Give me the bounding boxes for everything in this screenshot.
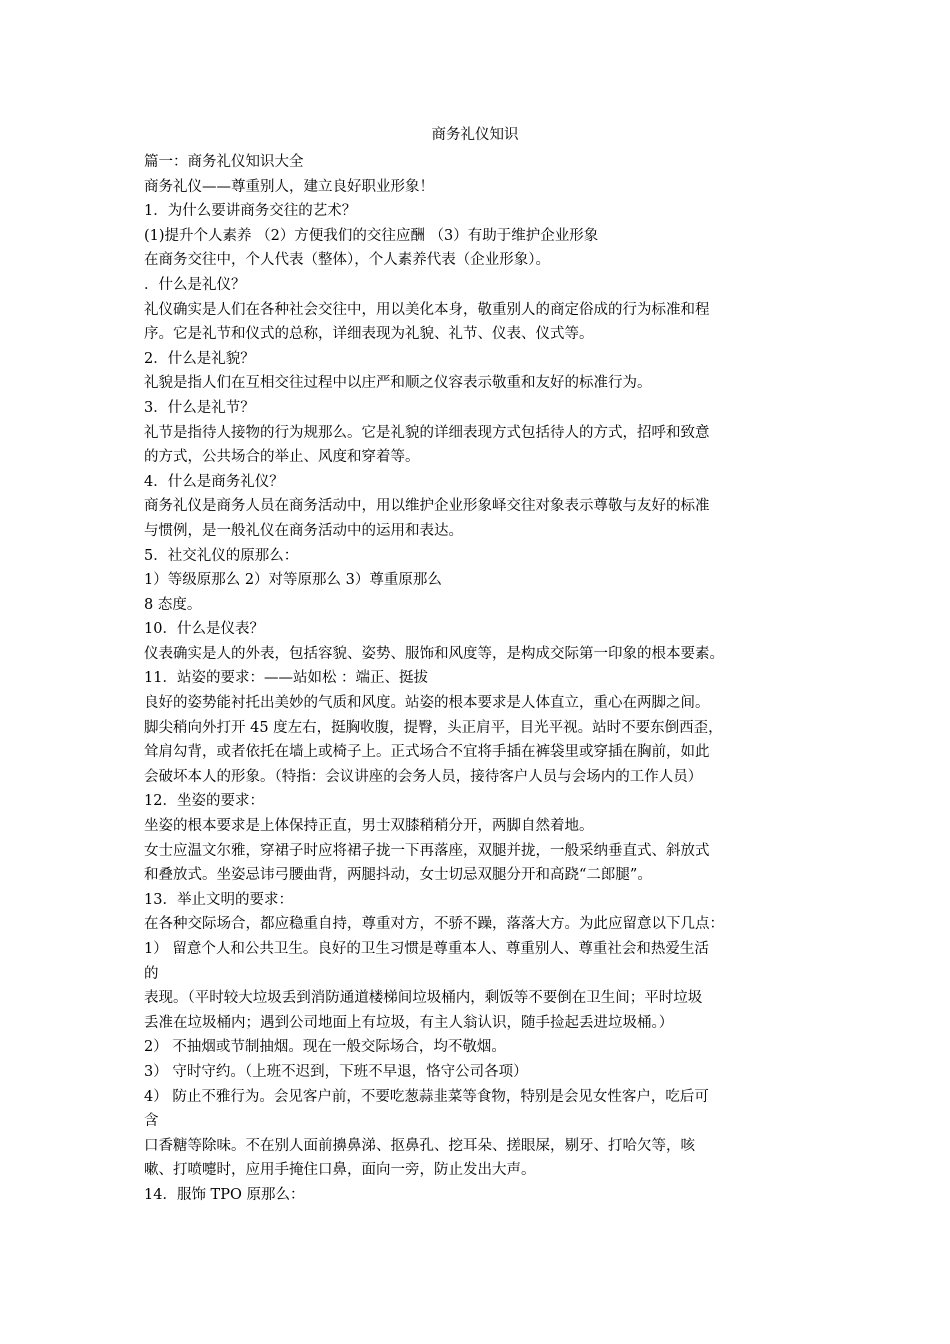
text-line: 1） 留意个人和公共卫生。良好的卫生习惯是尊重本人、尊重别人、尊重社会和热爱生活 [144, 941, 709, 957]
text-line: 脚尖稍向外打开 45 度左右，挺胸收腹，提臀，头正肩平，目光平视。站时不要东倒西歪， [144, 719, 723, 736]
text-line: 1．为什么要讲商务交往的艺术？ [144, 203, 357, 220]
text-line: 含 [144, 1113, 159, 1130]
text-line: 会破坏本人的形象。（特指：会议讲座的会务人员，接待客户人员与会场内的工作人员） [144, 768, 703, 785]
text-line: 商务礼仪——尊重别人，建立良好职业形象！ [144, 178, 434, 195]
text-line: 的方式，公共场合的举止、风度和穿着等。 [144, 449, 420, 466]
text-line: 女士应温文尔雅，穿裙子时应将裙子拢一下再落座，双腿并拢，一般采纳垂直式、斜放式 [144, 842, 710, 859]
text-line: 3．什么是礼节？ [144, 399, 255, 416]
text-line: 2．什么是礼貌？ [144, 350, 255, 367]
text-line: 13．举止文明的要求： [144, 891, 293, 908]
text-line: 与惯例，是一般礼仪在商务活动中的运用和表达。 [144, 522, 463, 539]
text-line: 8 态度。 [144, 596, 202, 613]
text-line: 丢准在垃圾桶内；遇到公司地面上有垃圾，有主人翁认识，随手捡起丢进垃圾桶。） [144, 1014, 674, 1031]
text-line: 和叠放式。坐姿忌讳弓腰曲背，两腿抖动，女士切忌双腿分开和高跷“二郎腿”。 [144, 867, 652, 884]
text-line: 礼貌是指人们在互相交往过程中以庄严和顺之仪容表示敬重和友好的标准行为。 [144, 375, 652, 392]
text-line: 的 [144, 965, 159, 982]
text-line: 5．社交礼仪的原那么： [144, 547, 299, 564]
text-line: 4） 防止不雅行为。会见客户前，不要吃葱蒜韭菜等食物，特别是会见女性客户，吃后可 [144, 1088, 709, 1105]
text-line: 坐姿的根本要求是上体保持正直，男士双膝稍稍分开，两脚自然着地。 [144, 818, 594, 835]
text-line: 3） 守时守约。（上班不迟到，下班不早退，恪守公司各项） [144, 1063, 528, 1080]
text-line: 礼仪确实是人们在各种社会交往中，用以美化本身，敬重别人的商定俗成的行为标准和程 [144, 301, 710, 318]
text-line: 口香糖等除味。不在别人面前擤鼻涕、抠鼻孔、挖耳朵、搓眼屎，剔牙、打哈欠等，咳 [144, 1137, 695, 1154]
text-line: 礼节是指待人接物的行为规那么。它是礼貌的详细表现方式包括待人的方式，招呼和致意 [144, 424, 710, 441]
text-line: 良好的姿势能衬托出美妙的气质和风度。站姿的根本要求是人体直立，重心在两脚之间。 [144, 695, 710, 712]
text-line: 在商务交往中，个人代表（整体），个人素养代表（企业形象）。 [144, 252, 550, 269]
text-line: 篇一：商务礼仪知识大全 [144, 154, 304, 170]
text-line: 2） 不抽烟或节制抽烟。现在一般交际场合，均不敬烟。 [144, 1039, 506, 1056]
text-line: 商务礼仪是商务人员在商务活动中，用以维护企业形象峄交往对象表示尊敬与友好的标准 [144, 498, 710, 515]
text-line: 仪表确实是人的外表，包括容貌、姿势、服饰和风度等，是构成交际第一印象的根本要素。 [144, 645, 724, 662]
text-line: 10．什么是仪表？ [144, 621, 264, 638]
text-line: 12．坐姿的要求： [144, 793, 264, 810]
text-line: 1）等级原那么 2）对等原那么 3）尊重原那么 [144, 572, 442, 589]
text-line: 4．什么是商务礼仪？ [144, 473, 284, 490]
text-line: 14．服饰 TPO 原那么： [144, 1186, 305, 1203]
document-title: 商务礼仪知识 [431, 127, 519, 143]
text-line: 序。它是礼节和仪式的总称，详细表现为礼貌、礼节、仪表、仪式等。 [144, 326, 594, 343]
text-line: (1)提升个人素养 （2）方便我们的交往应酬 （3）有助于维护企业形象 [144, 227, 599, 244]
text-line: 在各种交际场合，都应稳重自持，尊重对方，不骄不躁，落落大方。为此应留意以下几点： [144, 916, 724, 933]
text-line: 嗽、打喷嚏时，应用手掩住口鼻，面向一旁，防止发出大声。 [144, 1162, 536, 1179]
text-line: 耸肩勾背，或者依托在墙上或椅子上。正式场合不宜将手插在裤袋里或穿插在胸前，如此 [144, 744, 710, 761]
text-line: 11．站姿的要求：——站如松 ：端正、挺拔 [144, 670, 429, 687]
text-line: 表现。（平时较大垃圾丢到消防通道楼梯间垃圾桶内，剩饭等不要倒在卫生间；平时垃圾 [144, 990, 703, 1007]
document-body [144, 150, 824, 1208]
text-line: ．什么是礼仪？ [144, 276, 246, 293]
